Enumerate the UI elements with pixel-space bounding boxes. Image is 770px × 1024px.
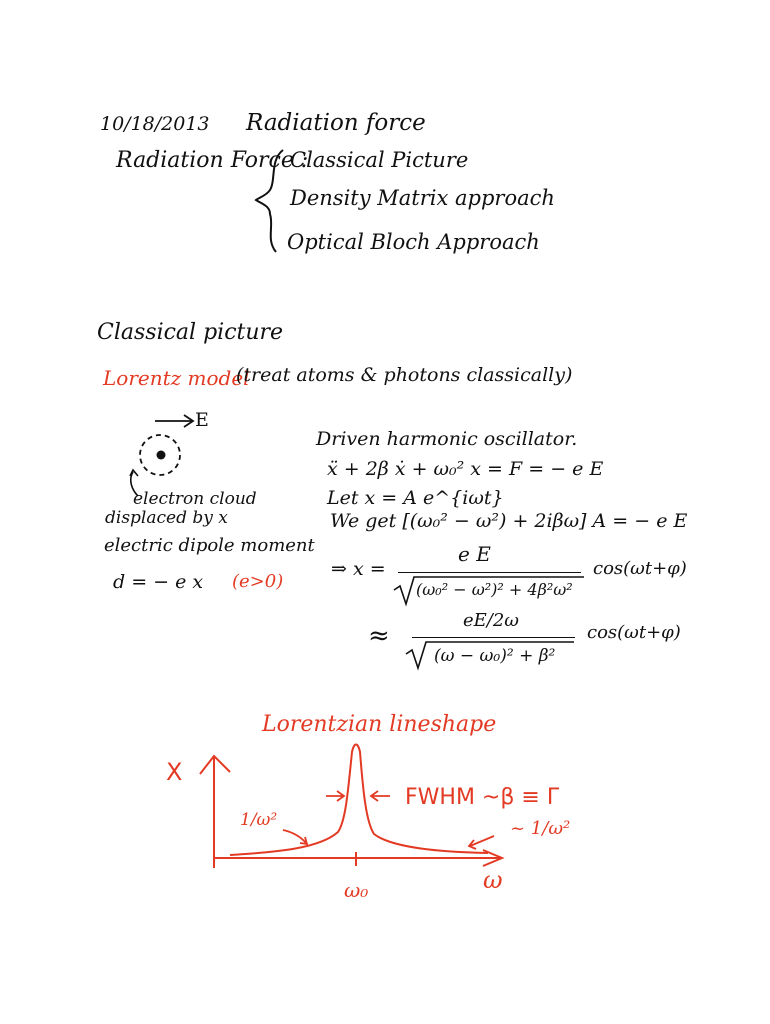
peak-label: ω₀ xyxy=(344,878,369,902)
lorentz-note: (treat atoms & photons classically) xyxy=(236,364,573,386)
approx-cosine: cos(ωt+φ) xyxy=(587,622,681,643)
charge-condition: (e>0) xyxy=(232,571,284,592)
page-title: Radiation force xyxy=(246,110,426,136)
approx-denominator: (ω − ω₀)² + β² xyxy=(434,646,556,666)
field-label: E xyxy=(195,409,209,431)
x-denominator: (ω₀² − ω²)² + 4β²ω² xyxy=(416,580,573,599)
x-numerator: e E xyxy=(458,542,491,566)
oscillator-title: Driven harmonic oscillator. xyxy=(316,428,578,450)
x-solution-lhs: ⇒ x = xyxy=(331,558,386,580)
approx-numerator: eE/2ω xyxy=(463,610,519,631)
overview-item: Classical Picture xyxy=(290,148,469,172)
lineshape-title: Lorentzian lineshape xyxy=(262,712,497,737)
y-axis-label: X xyxy=(166,758,183,786)
section-heading: Classical picture xyxy=(97,320,284,345)
amplitude-equation: We get [(ω₀² − ω²) + 2iβω] A = − e E xyxy=(330,510,688,532)
left-tail-label: 1/ω² xyxy=(240,810,278,830)
date: 10/18/2013 xyxy=(100,113,210,135)
lorentz-model-title: Lorentz model xyxy=(103,366,250,390)
overview-item: Optical Bloch Approach xyxy=(287,230,540,254)
fwhm-label: FWHM ~β ≡ Γ xyxy=(405,785,560,810)
radiation-force-label: Radiation Force : xyxy=(116,148,309,173)
caption-line: electron cloud xyxy=(133,489,257,509)
equation-of-motion: ẍ + 2β ẋ + ω₀² x = F = − e E xyxy=(327,458,604,480)
overview-item: Density Matrix approach xyxy=(290,186,555,210)
caption-line: electric dipole moment xyxy=(104,535,315,556)
caption-line: displaced by x xyxy=(105,508,228,528)
trial-solution: Let x = A e^{iωt} xyxy=(327,487,504,509)
dipole-equation: d = − e x xyxy=(113,571,204,593)
x-cosine: cos(ωt+φ) xyxy=(593,558,687,579)
approx-sign: ≈ xyxy=(368,621,390,651)
right-tail-label: ~ 1/ω² xyxy=(510,818,571,839)
x-axis-label: ω xyxy=(483,866,503,894)
